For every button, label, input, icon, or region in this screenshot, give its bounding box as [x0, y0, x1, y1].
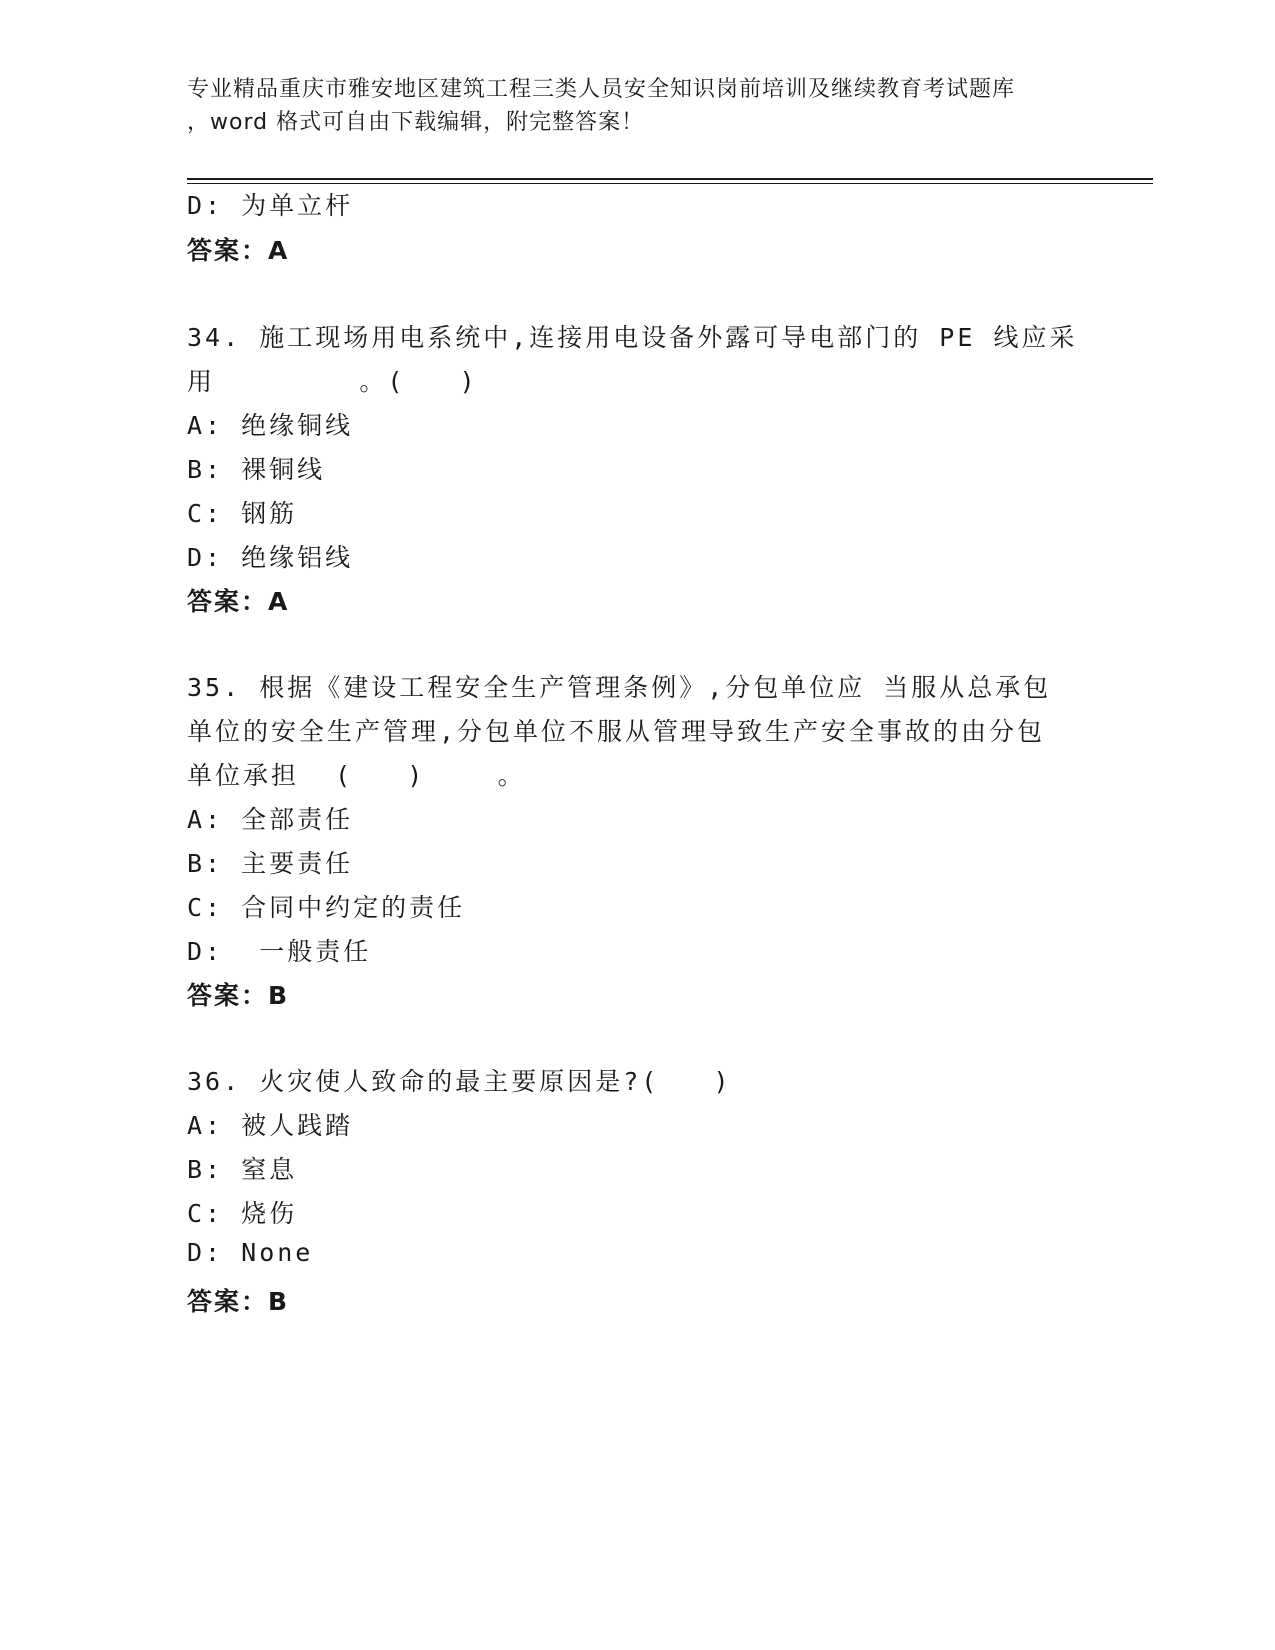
- document-header: [187, 73, 1087, 139]
- prev-option-d: D: 为单立杆: [187, 191, 354, 220]
- q36-stem-line1: 36. 火灾使人致命的最主要原因是?( ): [187, 1067, 732, 1096]
- q35-stem-line1: 35. 根据《建设工程安全生产管理条例》,分包单位应 当服从总承包: [187, 673, 1052, 702]
- header-divider-thick: [187, 178, 1153, 180]
- q34-option-c: C: 钢筋: [187, 499, 298, 528]
- prev-answer: 答案：A: [187, 236, 290, 265]
- q36-answer: 答案：B: [187, 1287, 290, 1316]
- q34-option-b: B: 裸铜线: [187, 455, 326, 484]
- q35-option-c: C: 合同中约定的责任: [187, 893, 466, 922]
- q35-answer: 答案：B: [187, 981, 290, 1010]
- q34-stem-line2: 用 。( ): [187, 367, 478, 396]
- q35-option-d: D: 一般责任: [187, 937, 372, 966]
- q36-option-a: A: 被人践踏: [187, 1111, 354, 1140]
- q36-option-b: B: 窒息: [187, 1155, 298, 1184]
- q35-stem-line2: 单位的安全生产管理,分包单位不服从管理导致生产安全事故的由分包: [187, 717, 1046, 746]
- header-title-line1: 专业精品重庆市雅安地区建筑工程三类人员安全知识岗前培训及继续教育考试题库: [187, 77, 1016, 102]
- q35-option-a: A: 全部责任: [187, 805, 354, 834]
- q34-stem-line1: 34. 施工现场用电系统中,连接用电设备外露可导电部门的 PE 线应采: [187, 323, 1078, 352]
- q35-option-b: B: 主要责任: [187, 849, 354, 878]
- q35-stem-line3: 单位承担 ( ) 。: [187, 761, 526, 790]
- q34-option-d: D: 绝缘铝线: [187, 543, 354, 572]
- q34-option-a: A: 绝缘铜线: [187, 411, 354, 440]
- q36-option-c: C: 烧伤: [187, 1199, 298, 1228]
- header-divider-thin: [187, 183, 1153, 184]
- header-title-line2: ，word 格式可自由下载编辑，附完整答案！: [187, 110, 645, 135]
- q36-option-d: D: None: [187, 1238, 314, 1267]
- q34-answer: 答案：A: [187, 587, 290, 616]
